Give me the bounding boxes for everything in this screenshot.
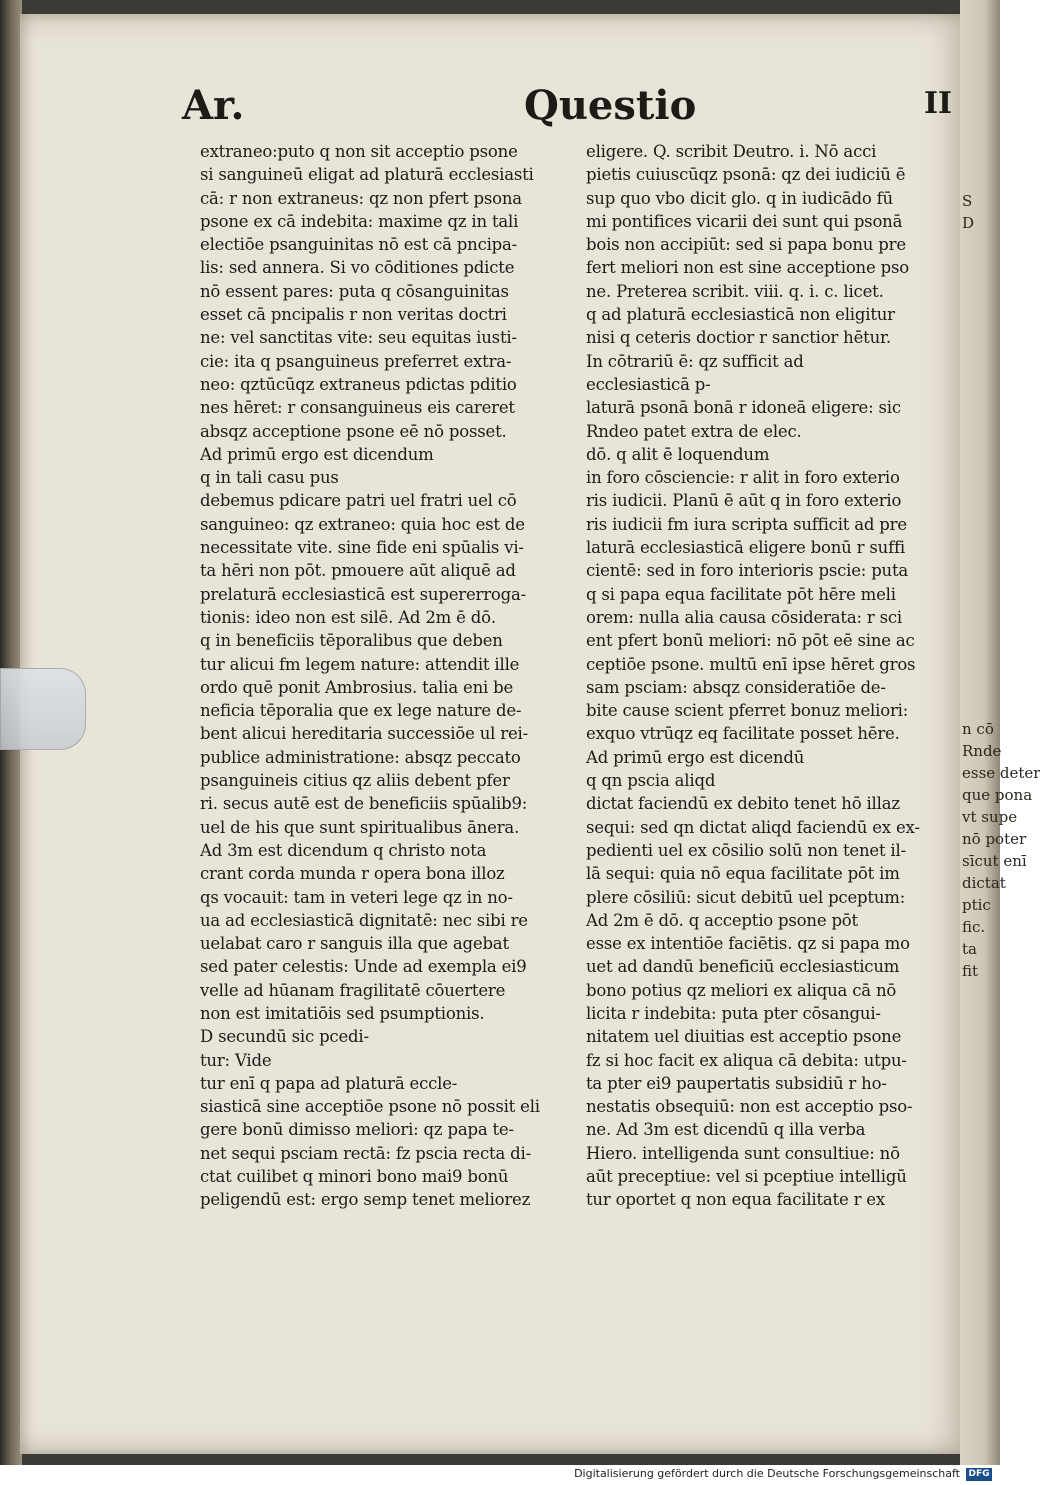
next-page-line xyxy=(962,454,998,476)
next-page-line: vt supe xyxy=(962,808,1018,826)
text-line: fz si hoc facit ex aliqua cā debita: utpu- xyxy=(586,1050,907,1070)
text-line: q ad platurā ecclesiasticā non eligitur xyxy=(586,305,895,325)
next-page-line: sīcut enī xyxy=(962,852,1027,870)
next-page-line: Rnde xyxy=(962,742,1002,760)
next-page-line xyxy=(962,366,998,388)
text-line: net sequi psciam rectā: fz pscia recta di- xyxy=(200,1143,531,1163)
text-line: necessitate vite. sine fide eni spūalis vi- xyxy=(200,538,524,558)
next-page-line xyxy=(962,234,998,256)
text-line: sam psciam: absqz consideratiōe de- xyxy=(586,677,886,697)
next-page-line xyxy=(962,476,998,498)
text-line: ecclesiasticā p- xyxy=(586,374,711,394)
page-clip xyxy=(0,668,86,750)
page-number: II xyxy=(924,86,953,121)
text-line: Ad 2m ē dō. q acceptio psone pōt xyxy=(586,910,858,930)
text-line: ri. secus autē est de beneficiis spūalib9: xyxy=(200,794,528,814)
text-line: non est imitatiōis sed psumptionis. xyxy=(200,1003,485,1023)
text-line: dō. q alit ē loquendum xyxy=(586,444,770,464)
next-page-line: nō poter xyxy=(962,830,1027,848)
text-line: dictat faciendū ex debito tenet hō illaz xyxy=(586,794,900,814)
text-line: ne. Ad 3m est dicendū q illa verba xyxy=(586,1120,866,1140)
text-line: Ad 3m est dicendum q christo nota xyxy=(200,840,487,860)
footer-bar xyxy=(0,1465,1000,1485)
text-line: ctat cuilibet q minori bono mai9 bonū xyxy=(200,1167,509,1187)
text-line: neficia tēporalia que ex lege nature de- xyxy=(200,701,522,721)
running-head xyxy=(180,82,960,142)
next-page-line xyxy=(962,564,998,586)
text-line: aūt preceptiue: vel si pceptiue intelligū xyxy=(586,1167,907,1187)
text-line: plere cōsiliū: sicut debitū uel pceptum: xyxy=(586,887,906,907)
text-line: bono potius qz meliori ex aliqua cā nō xyxy=(586,980,897,1000)
text-line: esse ex intentiōe faciētis. qz si papa mo xyxy=(586,934,910,954)
next-page-line xyxy=(962,542,998,564)
text-line: q qn pscia aliqd xyxy=(586,771,716,791)
text-line: eligere. Q. scribit Deutro. i. Nō acci xyxy=(586,142,877,161)
text-line: ne. Preterea scribit. viii. q. i. c. licet. xyxy=(586,281,884,301)
text-line: ris iudicii fm iura scripta sufficit ad pre xyxy=(586,514,907,534)
next-page-line xyxy=(962,256,998,278)
text-line: extraneo:puto q non sit acceptio psone xyxy=(200,142,518,161)
text-line: nestatis obsequiū: non est acceptio pso- xyxy=(586,1097,913,1117)
text-line: uel de his que sunt spiritualibus ānera. xyxy=(200,817,520,837)
text-line: q in beneficiis tēporalibus que deben xyxy=(200,631,503,651)
text-line: neo: qztūcūqz extraneus pdictas pditio xyxy=(200,374,517,394)
text-line: bent alicui hereditaria successiōe ul rei- xyxy=(200,724,528,744)
text-line: Ad primū ergo est dicendum xyxy=(200,444,434,464)
text-line: publice administratione: absqz peccato xyxy=(200,747,521,767)
text-line: tur oportet q non equa facilitate r ex xyxy=(586,1190,885,1210)
text-column-left xyxy=(200,140,580,1212)
next-page-line: ta xyxy=(962,940,977,958)
text-line: pedienti uel ex cōsilio solū non tenet il- xyxy=(586,840,906,860)
next-page-line: fic. xyxy=(962,918,986,936)
text-line: nes hēret: r consanguineus eis careret xyxy=(200,398,515,418)
text-line: tur: Vide xyxy=(200,1050,272,1070)
next-page-line xyxy=(962,696,998,718)
text-line: cientē: sed in foro interioris pscie: puta xyxy=(586,561,909,581)
text-line: lis: sed annera. Si vo cōditiones pdicte xyxy=(200,258,515,278)
text-line: ta pter ei9 paupertatis subsidiū r ho- xyxy=(586,1073,887,1093)
text-line: exquo vtrūqz eq facilitate posset hēre. xyxy=(586,724,900,744)
text-line: ent pfert bonū meliori: nō pōt eē sine ac xyxy=(586,631,915,651)
text-line: pietis cuiuscūqz psonā: qz dei iudiciū ē xyxy=(586,165,906,185)
text-line: nō essent pares: puta q cōsanguinitas xyxy=(200,281,509,301)
next-page-line: dictat xyxy=(962,874,1006,892)
next-page-line: n cō xyxy=(962,720,994,738)
text-line: psone ex cā indebita: maxime qz in tali xyxy=(200,211,519,231)
text-line: nitatem uel diuitias est acceptio psone xyxy=(586,1027,902,1047)
running-head-center: Questio xyxy=(524,82,697,129)
text-line: mi pontifices vicarii dei sunt qui psonā xyxy=(586,211,903,231)
text-line: fert meliori non est sine acceptione pso xyxy=(586,258,909,278)
text-line: uet ad dandū beneficiū ecclesiasticum xyxy=(586,957,900,977)
next-page-text-fragment xyxy=(962,190,1040,982)
next-page-line: D xyxy=(962,214,975,232)
text-line: Rndeo patet extra de elec. xyxy=(586,421,802,441)
text-line: orem: nulla alia causa cōsiderata: r sci xyxy=(586,607,903,627)
text-line: q si papa equa facilitate pōt hēre meli xyxy=(586,584,896,604)
next-page-line: que pona xyxy=(962,786,1033,804)
next-page-line xyxy=(962,322,998,344)
text-line: bite cause scient pferret bonuz meliori: xyxy=(586,701,909,721)
text-line: tur alicui fm legem nature: attendit ille xyxy=(200,654,520,674)
text-line: laturā ecclesiasticā eligere bonū r suffi xyxy=(586,538,905,558)
text-line: cie: ita q psanguineus preferret extra- xyxy=(200,351,512,371)
text-line: electiōe psanguinitas nō est cā pncipa- xyxy=(200,235,518,255)
text-line: velle ad hūanam fragilitatē cōuertere xyxy=(200,980,506,1000)
next-page-line xyxy=(962,300,998,322)
text-line: ordo quē ponit Ambrosius. talia eni be xyxy=(200,677,514,697)
text-line: Hiero. intelligenda sunt consultiue: nō xyxy=(586,1143,900,1163)
text-line: absqz acceptione psone eē nō posset. xyxy=(200,421,507,441)
next-page-line xyxy=(962,586,998,608)
text-line: licita r indebita: puta pter cōsangui- xyxy=(586,1003,881,1023)
next-page-line: S xyxy=(962,192,973,210)
funding-credit: Digitalisierung gefördert durch die Deutsche Forschungsgemeinschaft xyxy=(574,1467,960,1480)
next-page-line xyxy=(962,278,998,300)
text-line: debemus pdicare patri uel fratri uel cō xyxy=(200,491,517,511)
text-line: qs vocauit: tam in veteri lege qz in no- xyxy=(200,887,513,907)
next-page-line xyxy=(962,674,998,696)
text-line: gere bonū dimisso meliori: qz papa te- xyxy=(200,1120,514,1140)
text-line: cā: r non extraneus: qz non pfert psona xyxy=(200,188,522,208)
next-page-line xyxy=(962,388,998,410)
text-line: in foro cōsciencie: r alit in foro exterio xyxy=(586,468,900,488)
next-page-edge xyxy=(960,0,1040,1465)
text-line: lā sequi: quia nō equa facilitate pōt im xyxy=(586,864,900,884)
text-line: sanguineo: qz extraneo: quia hoc est de xyxy=(200,514,525,534)
next-page-line xyxy=(962,344,998,366)
text-line: peligendū est: ergo semp tenet meliorez xyxy=(200,1190,531,1210)
dfg-logo-icon: DFG xyxy=(966,1468,992,1481)
text-column-right xyxy=(586,140,966,1212)
text-line: sed pater celestis: Unde ad exempla ei9 xyxy=(200,957,527,977)
text-line: In cōtrariū ē: qz sufficit ad xyxy=(586,351,804,371)
next-page-line xyxy=(962,630,998,652)
next-page-line xyxy=(962,608,998,630)
text-line: sequi: sed qn dictat aliqd faciendū ex ex- xyxy=(586,817,920,837)
text-line: tur enī q papa ad platurā eccle- xyxy=(200,1073,458,1093)
text-line: ceptiōe psone. multū enī ipse hēret gros xyxy=(586,654,916,674)
next-page-line: esse deter xyxy=(962,764,1040,782)
next-page-line: fit xyxy=(962,962,979,980)
text-line: bois non accipiūt: sed si papa bonu pre xyxy=(586,235,906,255)
text-line: tionis: ideo non est silē. Ad 2m ē dō. xyxy=(200,607,496,627)
text-line: nisi q ceteris doctior r sanctior hētur. xyxy=(586,328,891,348)
text-line: uelabat caro r sanguis illa que agebat xyxy=(200,934,509,954)
text-line: prelaturā ecclesiasticā est supererroga- xyxy=(200,584,526,604)
text-line: crant corda munda r opera bona illoz xyxy=(200,864,505,884)
next-page-line xyxy=(962,498,998,520)
text-line: sup quo vbo dicit glo. q in iudicādo fū xyxy=(586,188,893,208)
text-line: ta hēri non pōt. pmouere aūt aliquē ad xyxy=(200,561,516,581)
next-page-line: ptic xyxy=(962,896,991,914)
text-line: esset cā pncipalis r non veritas doctri xyxy=(200,305,507,325)
text-line: laturā psonā bonā r idoneā eligere: sic xyxy=(586,398,901,418)
text-line: q in tali casu pus xyxy=(200,468,339,488)
text-line: D secundū sic pcedi- xyxy=(200,1027,369,1047)
text-line: Ad primū ergo est dicendū xyxy=(586,747,805,767)
text-line: si sanguineū eligat ad platurā ecclesiasti xyxy=(200,165,534,185)
running-head-left: Ar. xyxy=(182,82,245,129)
text-line: ua ad ecclesiasticā dignitatē: nec sibi re xyxy=(200,910,528,930)
text-line: ne: vel sanctitas vite: seu equitas iusti- xyxy=(200,328,517,348)
next-page-line xyxy=(962,520,998,542)
text-line: ris iudicii. Planū ē aūt q in foro exterio xyxy=(586,491,902,511)
next-page-line xyxy=(962,652,998,674)
text-line: psanguineis citius qz aliis debent pfer xyxy=(200,771,510,791)
next-page-line xyxy=(962,432,998,454)
next-page-line xyxy=(962,410,998,432)
text-line: siasticā sine acceptiōe psone nō possit eli xyxy=(200,1097,540,1117)
